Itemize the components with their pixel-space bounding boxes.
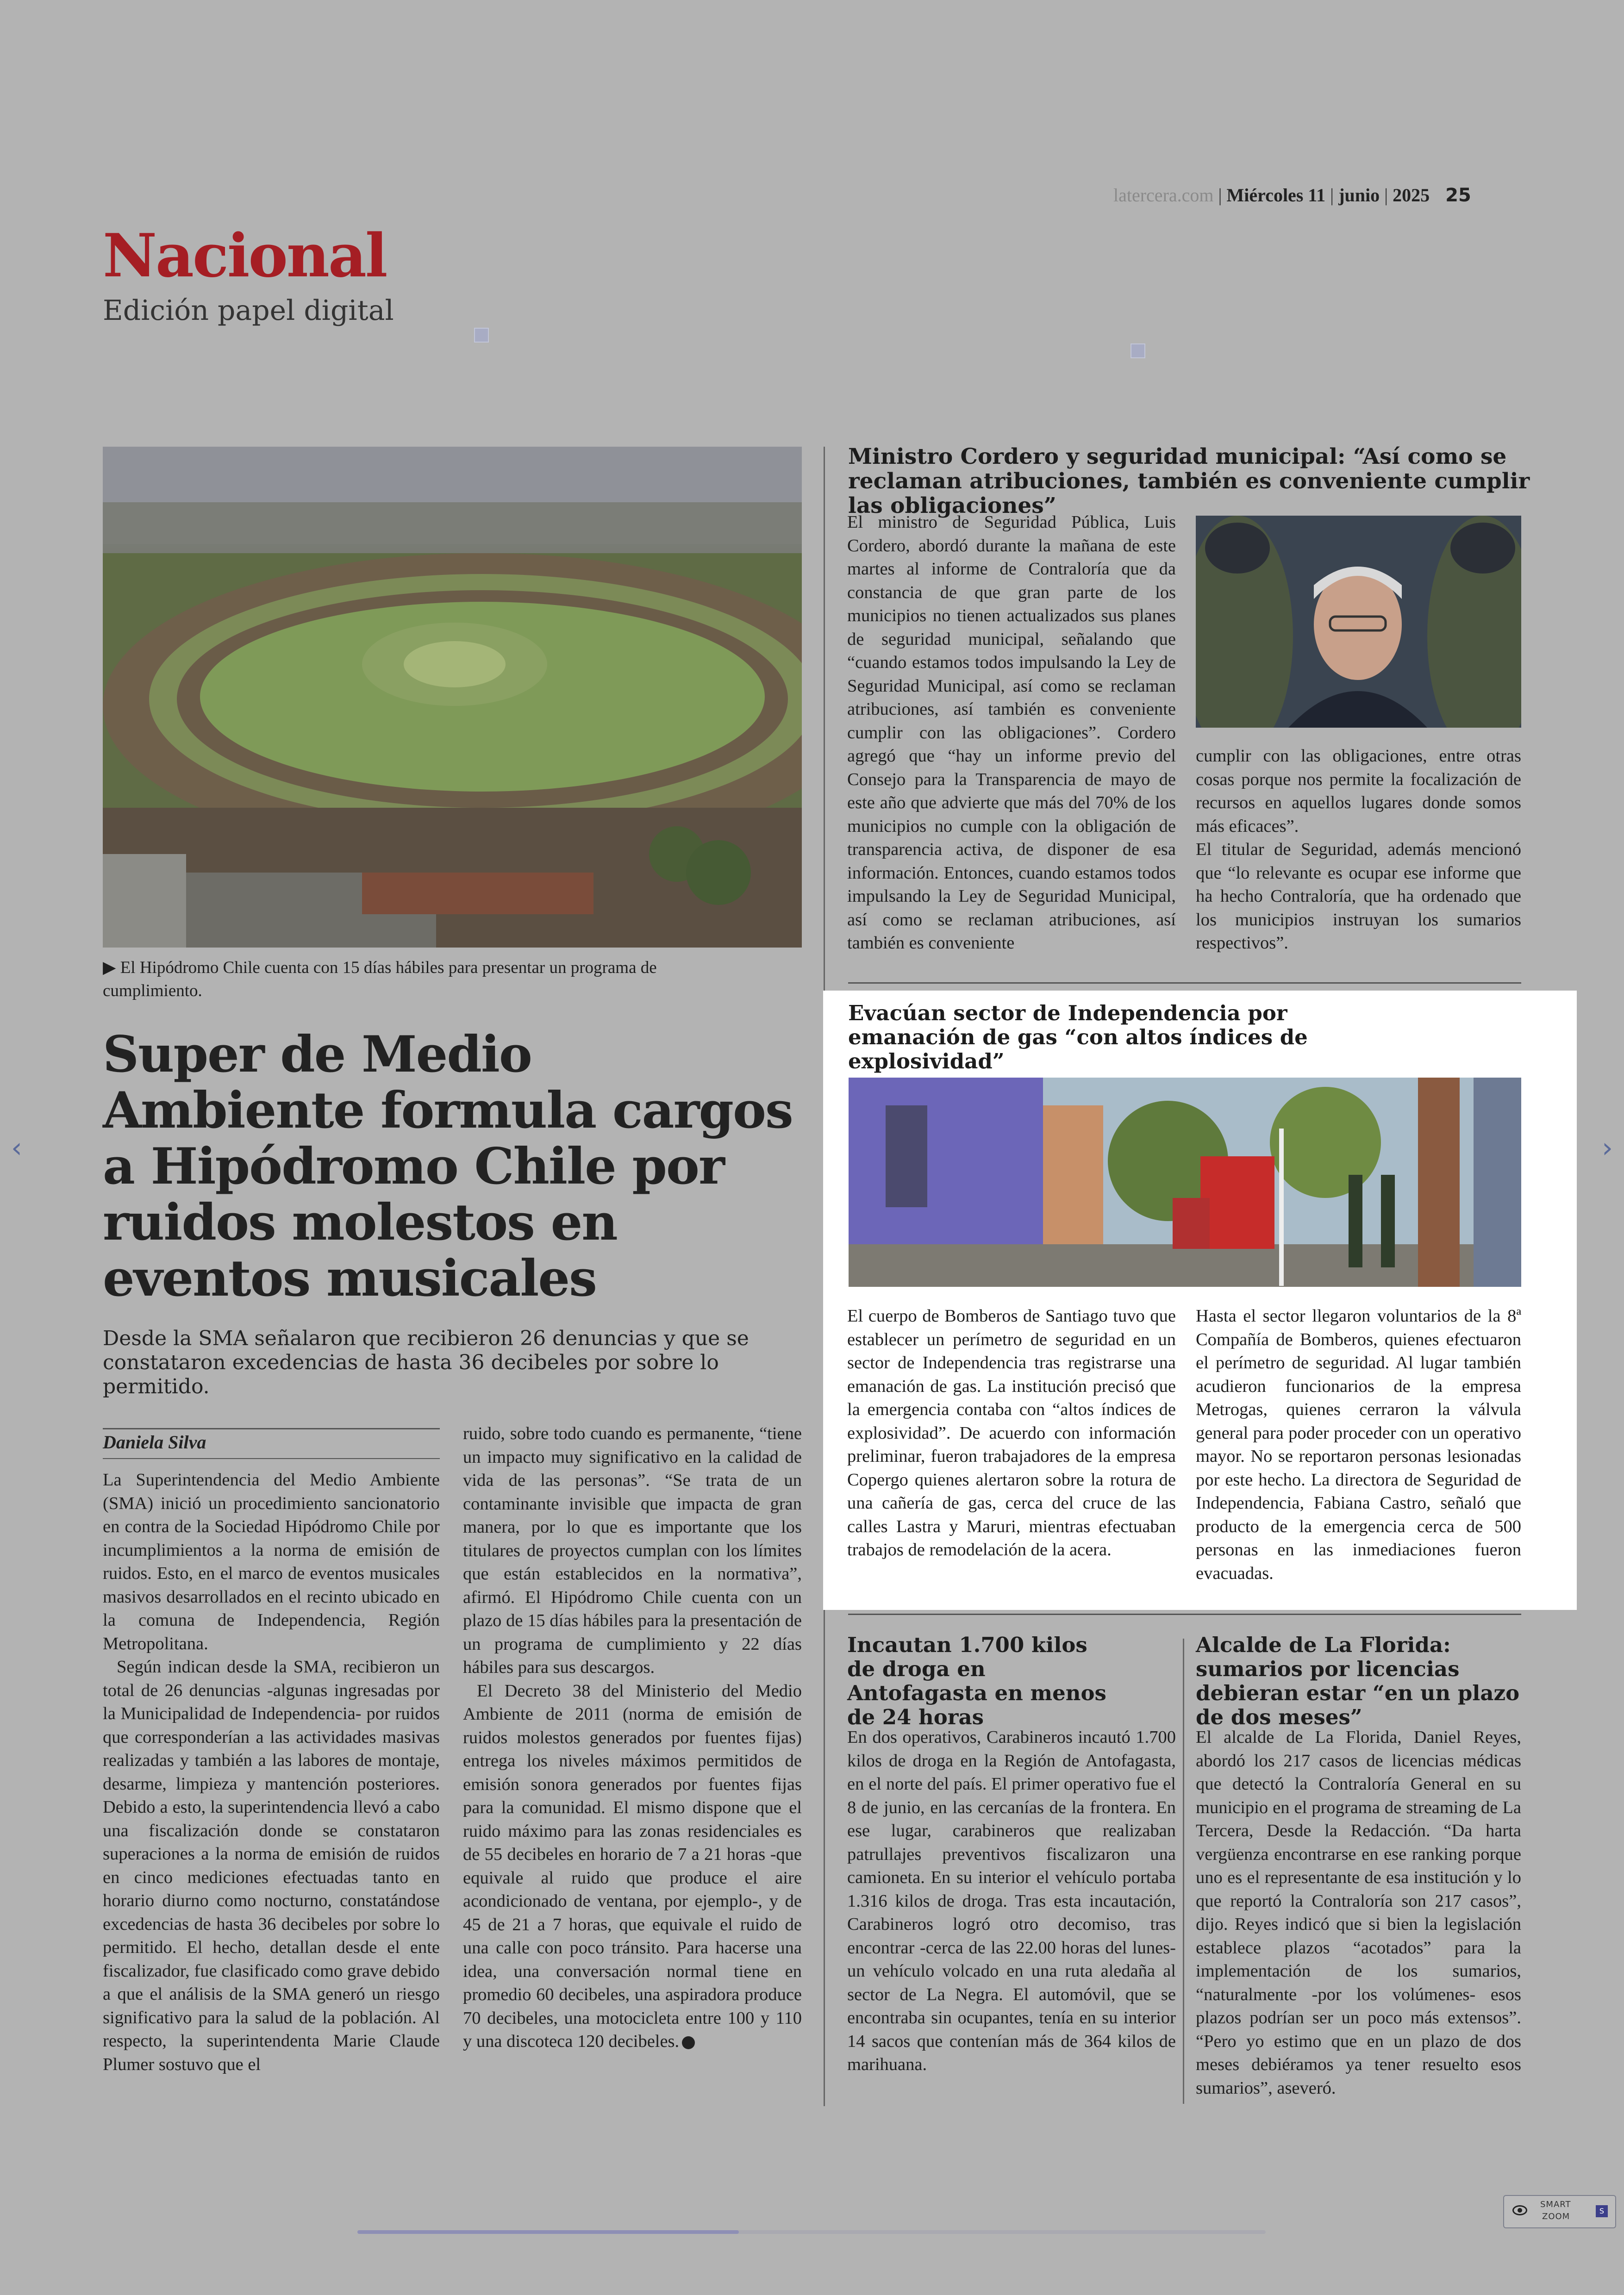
main-headline: Super de Medio Ambiente formula cargos a Hipódromo Chile por ruidos molestos en eventos musicales xyxy=(103,1025,793,1308)
edition-subtitle: Edición papel digital xyxy=(103,294,394,327)
page-marker xyxy=(1131,343,1145,358)
droga-headline: Incautan 1.700 kilos de droga en Antofagasta en menos de 24 horas xyxy=(847,1633,1106,1729)
site-name: latercera.com xyxy=(1113,185,1214,206)
smart-zoom-label-1: SMART xyxy=(1540,2200,1571,2209)
main-story-column-1 xyxy=(103,1468,440,2076)
gas-column-2: Hasta el sector llegaron voluntarios de la 8ª Compañía de Bomberos, quienes efectuaron el perímetro de seguridad. Al lugar también acudieron funcionarios de la empresa Metrogas, quienes cerraron la válvula general para poder proceder con un operativo mayor. No se reportaron personas lesionadas por este hecho. La directora de Seguridad de Independencia, Fabiana Castro, señaló que producto de la emergencia cerca de 500 personas en las inmediaciones fueron evacuadas. xyxy=(1196,1306,1521,1583)
previous-page-arrow[interactable]: ‹ xyxy=(11,1132,22,1164)
next-page-arrow[interactable]: › xyxy=(1602,1132,1613,1164)
end-mark-icon xyxy=(682,2036,695,2049)
gas-headline: Evacúan sector de Independencia por emanación de gas “con altos índices de explosividad” xyxy=(848,1001,1308,1073)
gas-photo xyxy=(849,1078,1521,1287)
paragraph: Según indican desde la SMA, recibieron un total de 26 denuncias -algunas ingresadas por la Municipalidad de Independencia- por ruidos que corresponderían a las actividades masivas realizadas y también a las labores de montaje, desarme, limpieza y mantención posteriores. Debido a esto, la superintendencia llevó a cabo una fiscalización donde se constataron superaciones a la norma de emisión de ruidos en cinco mediciones efectuadas tanto en horario diurno como nocturno, constatándose excedencias de hasta 36 decibeles por sobre lo permitido. El hecho, detallan desde el ente fiscalizador, fue clasificado como grave debido a que el análisis de la SMA generó un riesgo significativo para la salud de la población. Al respecto, la superintendenta Marie Claude Plumer sostuvo que el xyxy=(103,1657,440,2074)
eye-icon xyxy=(1512,2205,1527,2215)
paragraph: El Decreto 38 del Ministerio del Medio Ambiente de 2011 (norma de emisión de ruidos molestos generados por fuentes fijas) entrega los niveles máximos permitidos de emisión sonora generados por fuentes fijas para la comunidad. El mismo dispone que el ruido máximo para las zonas residenciales es de 55 decibeles en horario de 7 a 21 horas -que equivale al ruido que produce el aire acondicionado de ventana, por ejemplo-, y de 45 de 21 a 7 horas, que equivale el ruido de una calle con poco tránsito. Para hacerse una idea, una conversación normal tiene en promedio 60 decibeles, una aspiradora produce 70 decibeles, una motocicleta entre 100 y 110 y una discoteca 120 decibeles. xyxy=(463,1681,802,2051)
paragraph: ruido, sobre todo cuando es permanente, “tiene un impacto muy significativo en la calidad de vida de las personas”. “Se trata de un contaminante invisible que impacta de gran manera, por lo que es importante que los titulares de proyectos cumplan con los límites que están establecidos en la normativa”, afirmó. El Hipódromo Chile cuenta con un plazo de 15 días hábiles para la presentación de un programa de cumplimiento y 22 días hábiles para sus descargos. xyxy=(463,1424,802,1677)
date-weekday: Miércoles 11 xyxy=(1226,185,1326,206)
page-progress-track[interactable] xyxy=(357,2230,1266,2234)
paragraph: cumplir con las obligaciones, entre otras cosas porque nos permite la focalización de recursos en aquellos lugares donde somos más eficaces”. xyxy=(1196,746,1521,836)
florida-headline: Alcalde de La Florida: sumarios por licencias debieran estar “en un plazo de dos meses” xyxy=(1196,1633,1520,1729)
smart-zoom-label-2: ZOOM xyxy=(1542,2212,1570,2221)
cordero-column-1: El ministro de Seguridad Pública, Luis Cordero, abordó durante la mañana de este martes al informe de Contraloría que da constancia de que gran parte de los municipios no tienen actualizados sus planes de seguridad municipal, señalando que “cuando estamos todos impulsando la Ley de Seguridad Municipal, así como se reclaman atribuciones, así también es conveniente cumplir con las obligaciones”. Cordero agregó que “hay un informe previo del Consejo para la Transparencia de mayo de este año que advierte que más del 70% de los municipios no cumple con la obligación de transparencia activa, de disponer de esa información. Entonces, cuando estamos todos impulsando la Ley de Seguridad Municipal, así como se reclaman atribuciones, así también es conveniente xyxy=(847,512,1176,953)
main-deck: Desde la SMA señalaron que recibieron 26 denuncias y que se constataron excedencias de hasta 36 decibeles por sobre lo permitido. xyxy=(103,1327,749,1398)
date-month: junio xyxy=(1338,185,1380,206)
cordero-photo xyxy=(1196,516,1521,728)
byline: Daniela Silva xyxy=(103,1432,206,1453)
main-story-column-2 xyxy=(463,1422,802,2053)
gas-column-1: El cuerpo de Bomberos de Santiago tuvo que establecer un perímetro de seguridad en un sector de Independencia tras registrarse una emanación de gas. La institución precisó que la emergencia contaba con “altos índices de explosividad”. De acuerdo con información preliminar, fueron trabajadores de la empresa Copergo quienes alertaron sobre la rotura de una cañería de gas, cerca del cruce de las calles Lastra y Maruri, mientras efectuaban trabajos de remodelación de la acera. xyxy=(847,1306,1176,1559)
page-number: 25 xyxy=(1445,185,1471,206)
page-header: latercera.com | Miércoles 11 | junio | 2025 25 xyxy=(1113,185,1471,206)
page-progress-fill xyxy=(357,2230,739,2234)
florida-body: El alcalde de La Florida, Daniel Reyes, abordó los 217 casos de licencias médicas que detectó la Contraloría General en su municipio en el programa de streaming de La Tercera, Desde la Redacción. “Da harta vergüenza encontrarse en ese ranking porque uno es el representante de esa institución y lo que reportó la Contraloría son 217 casos”, dijo. Reyes indicó que si bien la legislación establece plazos “acotados” para la implementación de los sumarios, “naturalmente -por los volúmenes- esos plazos podrían ser un poco más extensos”. “Pero yo estimo que en un plazo de dos meses debiéramos ya tener resuelto esos sumarios”, aseveró. xyxy=(1196,1727,1521,2098)
date-year: 2025 xyxy=(1393,185,1430,206)
droga-body: En dos operativos, Carabineros incautó 1.700 kilos de droga en la Región de Antofagasta, en el norte del país. El primer operativo fue el 8 de junio, en las cercanías de la frontera. En ese lugar, carabineros que realizaban patrullajes preventivos fiscalizaron una camioneta. En su interior el vehículo portaba 1.316 kilos de droga. Tras esta incautación, Carabineros logró otro decomiso, tras encontrar -cerca de las 22.00 horas del lunes- un vehículo volcado en una ruta aledaña al sector de La Negra. El automóvil, que se encontraba sin ocupantes, tenía en su interior 14 sacos que contenían más de 364 kilos de marihuana. xyxy=(847,1727,1176,2074)
cordero-column-2 xyxy=(1196,744,1521,955)
paragraph: La Superintendencia del Medio Ambiente (SMA) inició un procedimiento sancionatorio en contra de la Sociedad Hipódromo Chile por incumplimientos a la norma de emisión de ruidos. Esto, en el marco de eventos musicales masivos desarrollados en el recinto ubicado en la comuna de Independencia, Región Metropolitana. xyxy=(103,1470,440,1653)
cordero-headline: Ministro Cordero y seguridad municipal: “Así como se reclaman atribuciones, también es conveniente cumplir las obligaciones” xyxy=(848,444,1530,518)
paragraph: El titular de Seguridad, además mencionó que “lo relevante es ocupar ese informe que ha hecho Contraloría, que ha ordenado que los municipios instruyan los sumarios respectivos”. xyxy=(1196,840,1521,953)
section-title: Nacional xyxy=(103,221,387,291)
hipodromo-photo xyxy=(103,447,802,948)
smart-zoom-badge: S xyxy=(1596,2205,1608,2217)
smart-zoom-button[interactable] xyxy=(1503,2195,1616,2228)
page-marker xyxy=(474,328,489,343)
photo-caption: ▶ El Hipódromo Chile cuenta con 15 días hábiles para presentar un programa de cumplimiento. xyxy=(103,958,657,1000)
